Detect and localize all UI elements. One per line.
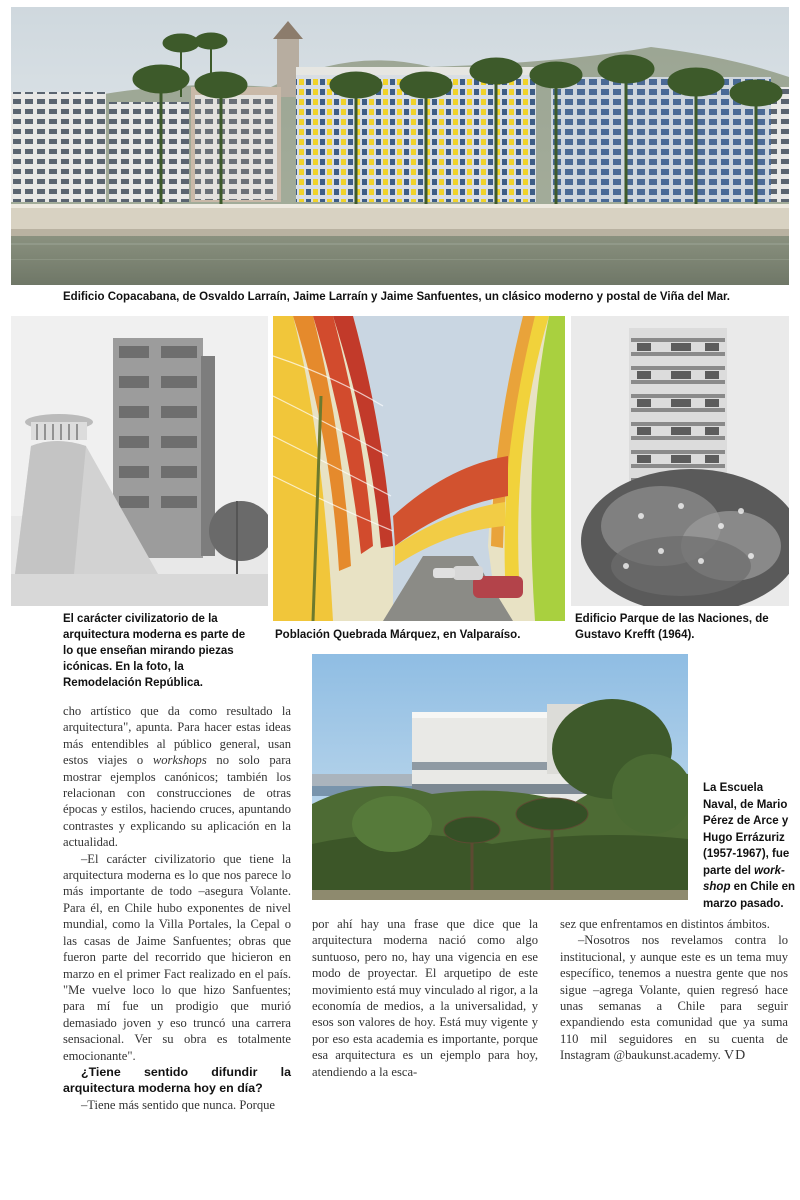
article-text: –Nosotros nos revelamos contra lo institucional, y aunque este es un tema muy específico, tenemos a nuestra gente que nos sigue –agrega Volante, quien regresó hace unas semanas a Chile para seguir expandiendo esta comunidad que ya suma 110 mil seguidores en su cuenta de Instagram @baukunst.academy.: [560, 933, 788, 1063]
caption-escuela-naval: [703, 780, 798, 912]
article-text: no solo para mostrar ejemplos canónicos; también los relacionan con construcciones de otras épocas y estilos, haciendo cruces, apuntando contrastes y explicando su aplicación en la actualidad.: [63, 753, 291, 850]
photo-edificio-copacabana: [11, 7, 789, 285]
article-paragraph: sez que enfrentamos en distintos ámbitos.: [560, 917, 770, 931]
article-paragraph: [63, 703, 291, 851]
caption-remodelacion-republica: El carácter civilizatorio de la arquitectura moderna es parte de lo que enseñan mirando piezas icónicas. En la foto, la Remodelación República.: [63, 613, 246, 689]
photo-poblacion-quebrada-marquez: [273, 316, 565, 621]
article-paragraph: [560, 932, 788, 1064]
interview-question: ¿Tiene sentido difundir la arquitectura moderna hoy en día?: [63, 1064, 291, 1096]
photo-remodelacion-republica: [11, 316, 268, 606]
article-column-3: [560, 916, 788, 1065]
caption-copacabana: Edificio Copacabana, de Osvaldo Larraín, Jaime Larraín y Jaime Sanfuentes, un clásico moderno y postal de Viña del Mar.: [63, 291, 731, 303]
photo-parque-de-las-naciones: [571, 316, 789, 606]
article-column-1: [63, 703, 291, 1113]
article-column-2: [312, 916, 538, 1080]
caption-parque-naciones: Edificio Parque de las Naciones, de Gustavo Krefft (1964).: [575, 613, 769, 641]
article-italic: workshops: [152, 753, 207, 768]
article-text: cho artístico que da como resultado la arquitectura", apunta. Para hacer estas ideas más entendibles al público general, usan estos viajes o: [63, 704, 291, 768]
caption-escuela-naval-text-b: en Chile en marzo pasado.: [703, 881, 796, 910]
caption-escuela-naval-text-a: La Escuela Naval, de Mario Pérez de Arce y Hugo Errázuriz (1957-1967), fue parte del: [703, 782, 790, 877]
photo-escuela-naval: [312, 654, 688, 900]
article-paragraph: –El carácter civilizatorio que tiene la arquitectura moderna es lo que nos parece lo más importante de todo –asegura Volante. Para él, en Chile hubo exponentes de nivel mundial, como la Villa Portales, la Cepal o las casas de Jaime Sanfuentes; obras que fueron parte del recorrido que hicieron en marzo en el primer Fact realizado en el país. "Me vuelve loco lo que hizo Sanfuentes; para mí fue un prodigio que murió demasiado joven y eso truncó una carrera sensacional. Ver su obra es totalmente emocionante".: [63, 851, 291, 1063]
caption-quebrada-marquez: Población Quebrada Márquez, en Valparaíso.: [275, 629, 521, 641]
article-paragraph: por ahí hay una frase que dice que la arquitectura moderna nació como algo suntuoso, pero no, hay una vigencia en ese modo de proyectar. El arquetipo de este movimiento está muy vinculado al rigor, a la economía de medios, a la universalidad, y esos son valores de hoy. Está muy vigente y por eso esta academia es importante, porque esa arquitectura es un ejemplo para hoy, atendiendo a la esca-: [312, 917, 538, 1079]
caption-escuela-naval-em: work-shop: [703, 864, 785, 893]
signoff-mark: VD: [723, 1048, 747, 1064]
article-paragraph: –Tiene más sentido que nunca. Porque: [81, 1097, 276, 1112]
